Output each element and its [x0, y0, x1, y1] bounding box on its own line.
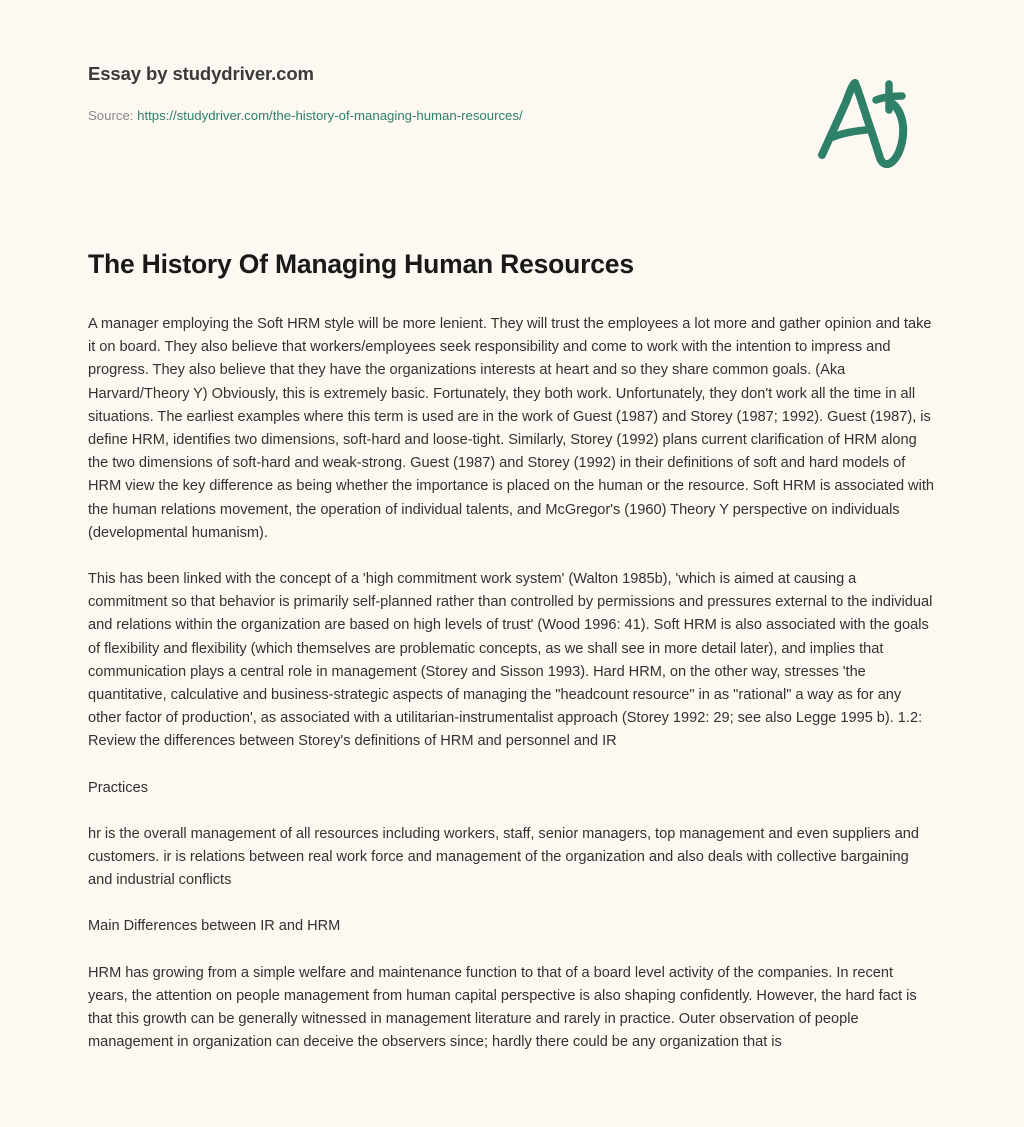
essay-byline: Essay by studydriver.com: [88, 63, 314, 84]
paragraph: hr is the overall management of all resources including workers, staff, senior managers, top management and even suppliers and customers. ir is relations between real work force and management of the organization and also deals with collective bargaining and industrial conflicts: [88, 825, 920, 889]
section-heading-main-differences: Main Differences between IR and HRM: [88, 918, 341, 935]
source-line: [88, 107, 936, 125]
studydriver-logo[interactable]: [812, 72, 922, 172]
source-label: Source:: [88, 108, 134, 123]
paragraph: A manager employing the Soft HRM style will be more lenient. They will trust the employees a lot more and gather opinion and take it on board. They also believe that workers/employees seek responsibility and come to work with the intention to impress and progress. They also believe that they have the organizations interests at heart and so they share common goals. (Aka Harvard/Theory Y) Obviously, this is extremely basic. Fortunately, they both work. Unfortunately, they don't work all the time in all situations. The earliest examples where this term is used are in the work of Guest (1987) and Storey (1987; 1992). Guest (1987), is define HRM, identifies two dimensions, soft-hard and loose-tight. Similarly, Storey (1992) plans current clarification of HRM along the two dimensions of soft-hard and weak-strong. Guest (1987) and Storey (1992) in their definitions of soft and hard models of HRM view the key difference as being whether the importance is placed on the human or the resource. Soft HRM is associated with the human relations movement, the operation of individual talents, and McGregor's (1960) Theory Y perspective on individuals (developmental humanism).: [88, 316, 935, 541]
paragraph: HRM has growing from a simple welfare and maintenance function to that of a board level activity of the companies. In recent years, the attention on people management from human capital perspective is also shaping confidently. However, the hard fact is that this growth can be generally witnessed in management literature and rarely in practice. Outer observation of people management in organization can deceive the observers since; hardly there could be any organization that is: [88, 964, 917, 1051]
paragraph: This has been linked with the concept of a 'high commitment work system' (Walton 1985b), 'which is aimed at causing a commitment so that behavior is primarily self-planned rather than controlled by permissions and pressures external to the individual and relations within the organization are based on high levels of trust' (Wood 1996: 41). Soft HRM is also associated with the goals of flexibility and flexibility (which themselves are problematic concepts, as we shall see in more detail later), and implies that communication plays a central role in management (Storey and Sisson 1993). Hard HRM, on the other way, stresses 'the quantitative, calculative and business-strategic aspects of managing the "headcount resource" in as "rational" a way as for any other factor of production', as associated with a utilitarian-instrumentalist approach (Storey 1992: 29; see also Legge 1995 b). 1.2: Review the differences between Storey's definitions of HRM and personnel and IR: [88, 571, 933, 750]
document-header: [88, 62, 936, 172]
page-title: The History Of Managing Human Resources: [88, 249, 634, 279]
source-url-link[interactable]: https://studydriver.com/the-history-of-managing-human-resources/: [137, 108, 523, 123]
a-plus-icon: [812, 72, 922, 172]
section-heading-practices: Practices: [88, 779, 149, 796]
essay-body: [88, 313, 936, 1054]
